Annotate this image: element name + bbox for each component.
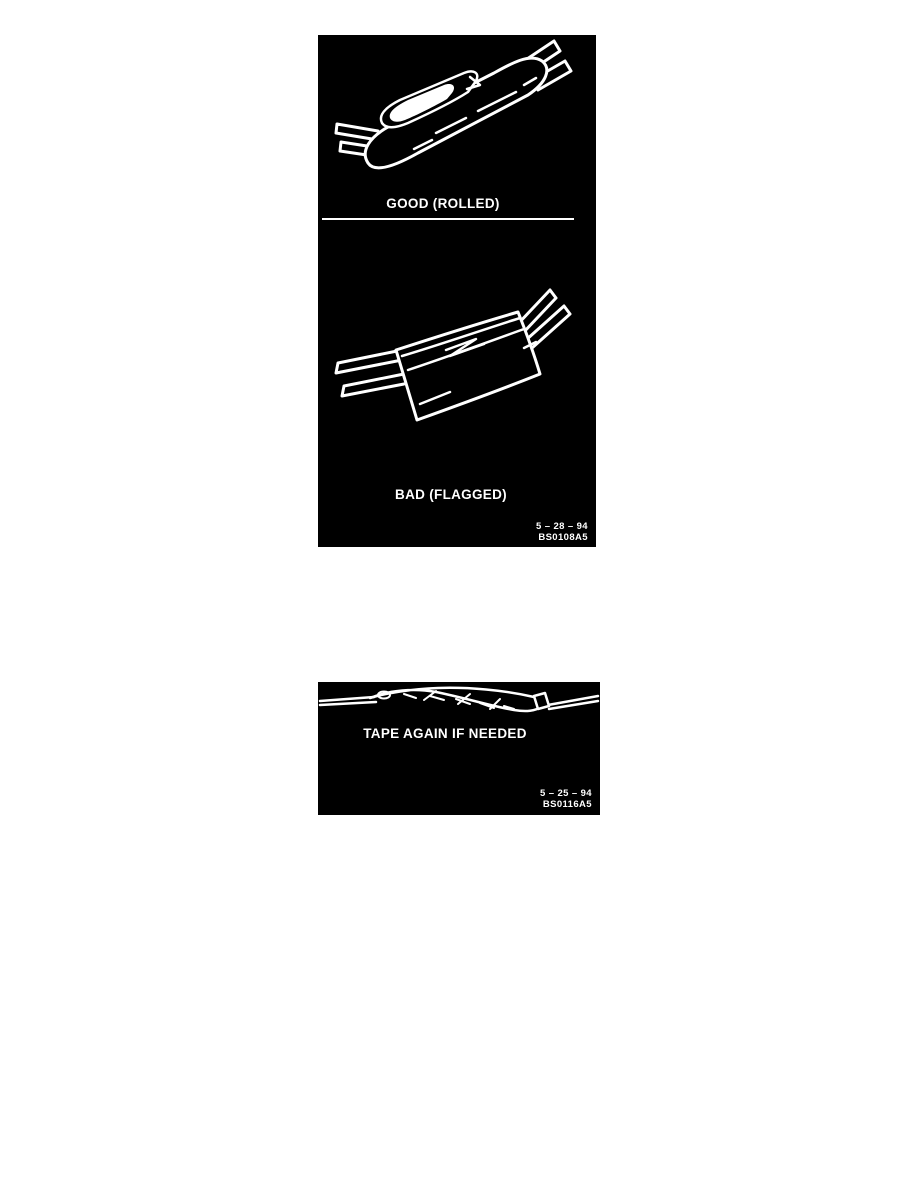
figure-code: BS0116A5 [542,799,592,810]
section-divider [322,218,574,220]
figure-panel-tape-again [318,682,600,815]
figure-panel-taping-good-bad [318,35,596,547]
caption-bad-flagged: BAD (FLAGGED) [395,487,507,502]
figure-date: 5 – 28 – 94 [536,521,588,532]
figure-stamp [540,788,592,810]
figure-stamp [536,521,588,543]
flagged-tape-splice-illustration [318,270,596,450]
figure-date: 5 – 25 – 94 [540,788,592,799]
figure-code: BS0108A5 [538,532,588,543]
caption-tape-again: TAPE AGAIN IF NEEDED [363,726,527,741]
rolled-tape-splice-illustration [318,35,596,195]
caption-good-rolled: GOOD (ROLLED) [386,196,500,211]
taped-wire-illustration [318,684,600,726]
